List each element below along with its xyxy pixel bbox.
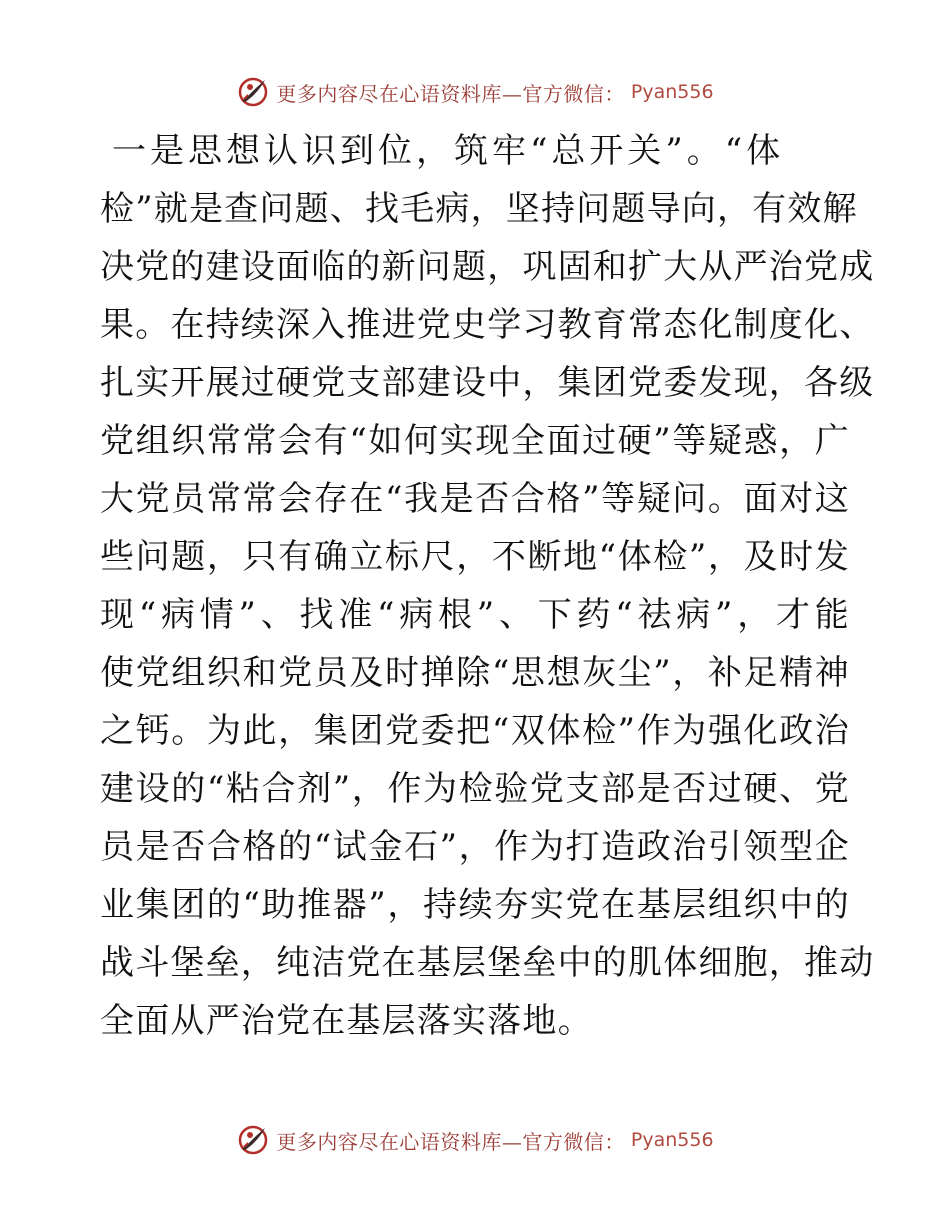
body-line: 战斗堡垒，纯洁党在基层堡垒中的肌体细胞，推动 [100,943,875,983]
body-line: 决党的建设面临的新问题，巩固和扩大从严治党成 [100,247,875,287]
body-line: 一是思想认识到位，筑牢“总开关”。“体 [112,131,785,171]
body-line: 些问题，只有确立标尺，不断地“体检”，及时发 [100,537,850,577]
body-line: 大党员常常会存在“我是否合格”等疑问。面对这 [100,479,850,519]
header-watermark-banner [0,72,950,112]
body-line: 果。在持续深入推进党史学习教育常态化制度化、 [100,305,875,345]
body-line: 使党组织和党员及时掸除“思想灰尘”，补足精神 [100,653,850,693]
body-line: 现“病情”、找准“病根”、下药“祛病”，才能 [100,595,850,635]
body-line: 党组织常常会有“如何实现全面过硬”等疑惑，广 [100,421,850,461]
footer-watermark-text: 更多内容尽在心语资料库—官方微信： [276,1129,625,1154]
body-line: 员是否合格的“试金石”，作为打造政治引领型企 [100,827,850,867]
body-line: 全面从严治党在基层落实落地。 [100,1001,593,1041]
body-line: 扎实开展过硬党支部建设中，集团党委发现，各级 [100,363,875,403]
footer-watermark-banner [0,1120,950,1160]
quill-pen-logo-icon [236,1123,270,1157]
body-line: 之钙。为此，集团党委把“双体检”作为强化政治 [100,711,850,751]
body-line: 业集团的“助推器”，持续夯实党在基层组织中的 [100,885,850,925]
body-line: 建设的“粘合剂”，作为检验党支部是否过硬、党 [100,769,850,809]
footer-watermark-handle: Pyan556 [630,1129,714,1151]
body-line: 检”就是查问题、找毛病，坚持问题导向，有效解 [100,189,858,229]
header-watermark-handle: Pyan556 [630,81,714,103]
header-watermark-text: 更多内容尽在心语资料库—官方微信： [276,81,625,106]
quill-pen-logo-icon [236,75,270,109]
document-body [100,122,875,1050]
